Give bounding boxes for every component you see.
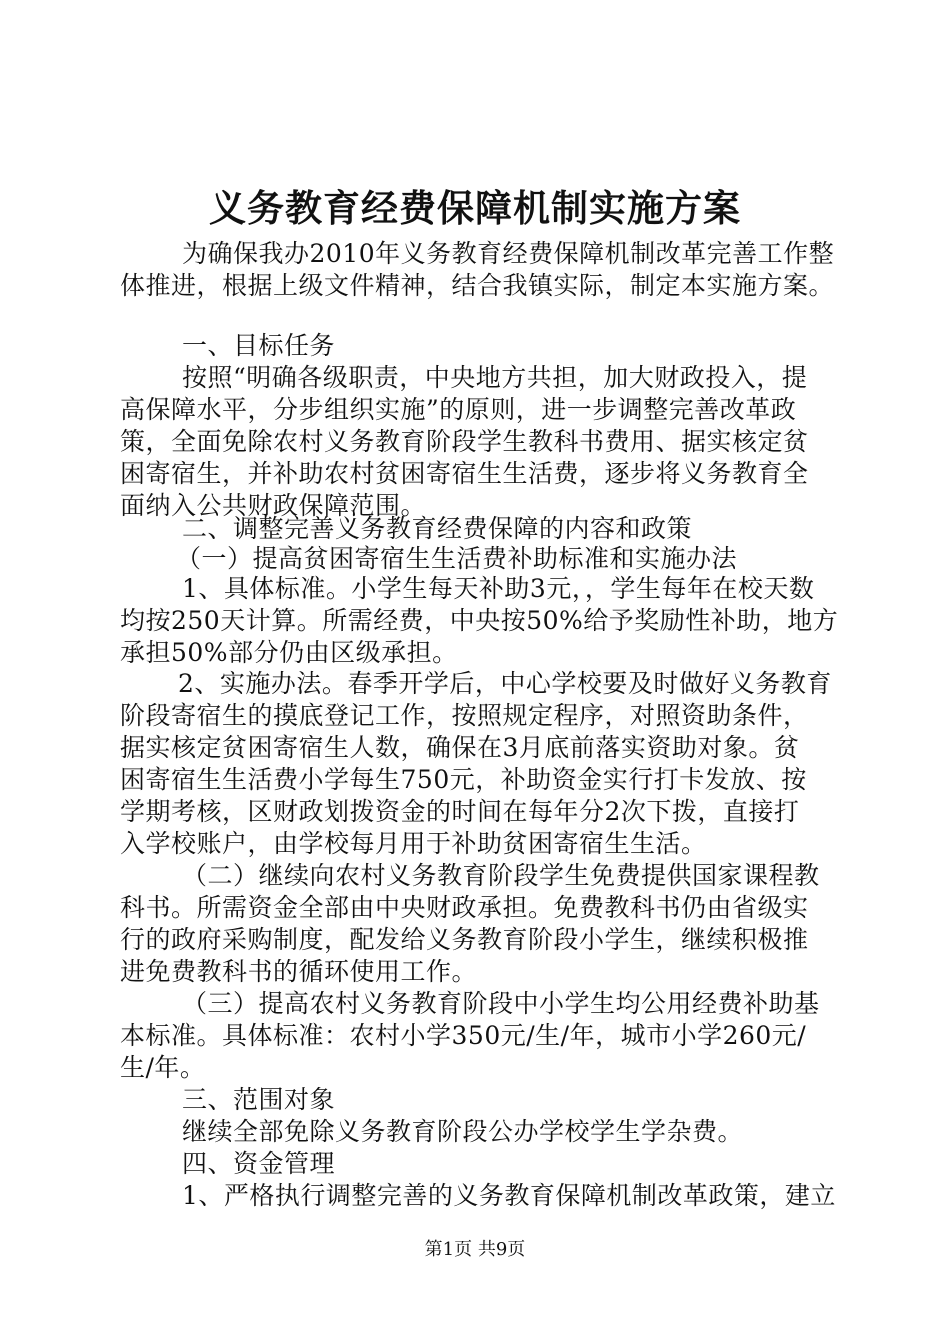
page-number-footer: 第1页 共9页: [424, 1239, 526, 1260]
paragraph-line: 困寄宿生，并补助农村贫困寄宿生生活费，逐步将义务教育全: [120, 459, 809, 488]
paragraph-line: 困寄宿生生活费小学每生750元，补助资金实行打卡发放、按: [120, 765, 807, 794]
paragraph-line: 承担50%部分仍由区级承担。: [120, 638, 458, 667]
subsection-heading: （二）继续向农村义务教育阶段学生免费提供国家课程教: [182, 861, 820, 890]
section-heading: 二、调整完善义务教育经费保障的内容和政策: [182, 514, 693, 543]
section-heading: 一、目标任务: [182, 331, 336, 360]
subsection-heading: （三）提高农村义务教育阶段中小学生均公用经费补助基: [182, 989, 820, 1018]
section-heading: 四、资金管理: [182, 1149, 336, 1178]
paragraph-line: 为确保我办2010年义务教育经费保障机制改革完善工作整: [182, 239, 835, 268]
paragraph-line: 据实核定贫困寄宿生人数，确保在3月底前落实资助对象。贫: [120, 733, 800, 762]
paragraph-line: 继续全部免除义务教育阶段公办学校学生学杂费。: [182, 1117, 744, 1146]
paragraph-line: 科书。所需资金全部由中央财政承担。免费教科书仍由省级实: [120, 893, 809, 922]
paragraph-line: 学期考核，区财政划拨资金的时间在每年分2次下拨，直接打: [120, 797, 800, 826]
paragraph-line: 高保障水平，分步组织实施”的原则，进一步调整完善改革政: [120, 395, 797, 424]
paragraph-line: 2、实施办法。春季开学后，中心学校要及时做好义务教育: [178, 669, 832, 698]
paragraph-line: 本标准。具体标准：农村小学350元/生/年，城市小学260元/: [120, 1021, 807, 1050]
paragraph-line: 1、严格执行调整完善的义务教育保障机制改革政策，建立: [182, 1181, 836, 1210]
paragraph-line: 面纳入公共财政保障范围。: [120, 491, 427, 520]
paragraph-line: 策，全面免除农村义务教育阶段学生教科书费用、据实核定贫: [120, 427, 809, 456]
section-heading: 三、范围对象: [182, 1085, 336, 1114]
paragraph-line: 生/年。: [120, 1053, 206, 1082]
paragraph-line: 阶段寄宿生的摸底登记工作，按照规定程序，对照资助条件，: [120, 701, 809, 730]
paragraph-line: 1、具体标准。小学生每天补助3元，，学生每年在校天数: [182, 574, 815, 603]
paragraph-line: 均按250天计算。所需经费，中央按50%给予奖励性补助，地方: [120, 606, 839, 635]
subsection-heading: （一）提高贫困寄宿生生活费补助标准和实施办法: [176, 544, 738, 573]
paragraph-line: 行的政府采购制度，配发给义务教育阶段小学生，继续积极推: [120, 925, 809, 954]
document-title: 义务教育经费保障机制实施方案: [209, 186, 741, 230]
paragraph-line: 按照“明确各级职责，中央地方共担，加大财政投入，提: [182, 363, 808, 392]
paragraph-line: 体推进，根据上级文件精神，结合我镇实际，制定本实施方案。: [120, 271, 835, 300]
paragraph-line: 入学校账户，由学校每月用于补助贫困寄宿生生活。: [120, 829, 707, 858]
paragraph-line: 进免费教科书的循环使用工作。: [120, 957, 478, 986]
